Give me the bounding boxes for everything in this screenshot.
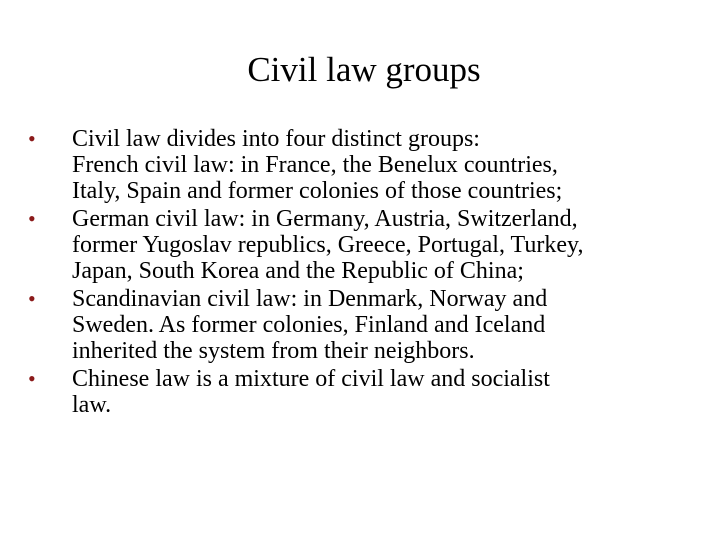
bullet-line: Sweden. As former colonies, Finland and Iceland [72, 312, 546, 338]
bullet-line: law. [72, 392, 112, 418]
bullet-line: Chinese law is a mixture of civil law and socialist [72, 366, 550, 392]
bullet-line: former Yugoslav republics, Greece, Portugal, Turkey, [72, 232, 584, 258]
bullet-text [72, 366, 706, 418]
bullet-dot-icon: • [28, 366, 36, 391]
bullet-line: German civil law: in Germany, Austria, Switzerland, [72, 206, 578, 232]
bullet-text [72, 286, 706, 364]
bullet-item-german [26, 206, 706, 284]
bullet-line: Japan, South Korea and the Republic of China; [72, 258, 524, 284]
bullet-list [26, 126, 706, 420]
bullet-line: French civil law: in France, the Benelux countries, [72, 152, 558, 178]
bullet-line: Scandinavian civil law: in Denmark, Norway and [72, 286, 548, 312]
bullet-line: Civil law divides into four distinct groups: [72, 126, 480, 152]
bullet-dot-icon: • [28, 126, 36, 151]
bullet-item-french [26, 126, 706, 204]
bullet-text [72, 206, 706, 284]
slide-title: Civil law groups [247, 50, 481, 89]
bullet-line: Italy, Spain and former colonies of those countries; [72, 178, 563, 204]
bullet-dot-icon: • [28, 286, 36, 311]
bullet-text [72, 126, 706, 204]
bullet-dot-icon: • [28, 206, 36, 231]
bullet-line: inherited the system from their neighbors. [72, 338, 475, 364]
bullet-item-scandinavian [26, 286, 706, 364]
bullet-item-chinese [26, 366, 706, 418]
